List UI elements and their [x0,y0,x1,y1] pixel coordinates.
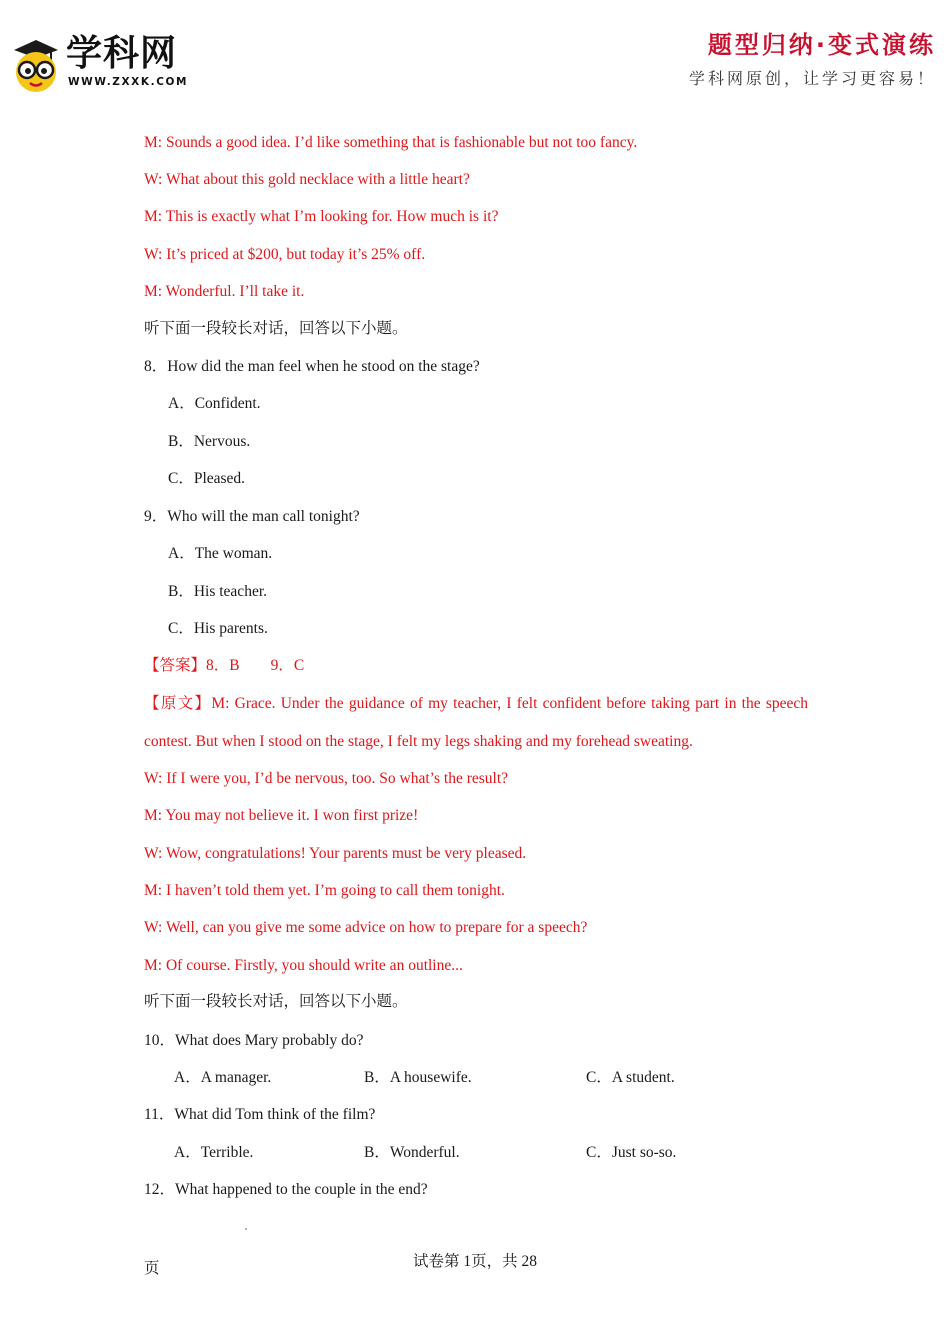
q9-option-b[interactable]: B．His teacher. [168,583,268,600]
section-intro: 听下面一段较长对话，回答以下小题。 [144,320,408,337]
dialogue-line: M: Sounds a good idea. I’d like something that is fashionable but not too fancy. [144,134,638,151]
slogan-subtitle: 学科网原创，让学习更容易！ [688,69,936,88]
section-intro: 听下面一段较长对话，回答以下小题。 [144,993,408,1010]
transcript-line: M: Of course. Firstly, you should write an outline... [144,957,463,974]
q10-option-c[interactable]: C．A student. [586,1069,675,1086]
transcript-first [144,685,808,760]
logo-url: WWW.ZXXK.COM [68,76,189,88]
transcript-line: W: Wow, congratulations! Your parents must be very pleased. [144,845,527,862]
q8-option-b[interactable]: B．Nervous. [168,433,251,450]
slogan-title: 题型归纳·变式演练 [707,31,936,59]
answer-line [144,656,304,676]
q11-option-b[interactable]: B．Wonderful. [364,1144,460,1161]
question-12: 12．What happened to the couple in the end? [144,1181,428,1198]
transcript-line: W: Well, can you give me some advice on how to prepare for a speech? [144,919,588,936]
slogan [646,30,936,89]
q10-option-b[interactable]: B．A housewife. [364,1069,472,1086]
q11-option-c[interactable]: C．Just so-so. [586,1144,677,1161]
q11-option-a[interactable]: A．Terrible. [174,1144,254,1161]
answer-value: 8．B 9．C [206,657,305,674]
question-8: 8．How did the man feel when he stood on the stage? [144,358,480,375]
transcript-first-text: M: Grace. Under the guidance of my teacher, I felt confident before taking part in the speech contest. But when I stood on the stage, I felt my legs shaking and my forehead sweating. [144,695,808,750]
transcript-line: W: If I were you, I’d be nervous, too. So what’s the result? [144,770,509,787]
q9-option-a[interactable]: A．The woman. [168,545,273,562]
question-9: 9．Who will the man call tonight? [144,508,360,525]
page-footer-suffix: 页 [144,1260,160,1277]
dialogue-line: M: Wonderful. I’ll take it. [144,283,305,300]
q10-option-a[interactable]: A．A manager. [174,1069,272,1086]
dialogue-line: W: It’s priced at $200, but today it’s 25% off. [144,246,426,263]
q8-option-c[interactable]: C．Pleased. [168,470,246,487]
dialogue-line: M: This is exactly what I’m looking for. How much is it? [144,208,499,225]
question-10: 10．What does Mary probably do? [144,1032,364,1049]
owl-mascot-icon [10,36,62,92]
page-header [0,0,950,110]
transcript-line: M: You may not believe it. I won first prize! [144,807,419,824]
site-logo[interactable] [10,32,200,94]
decorative-dot [245,1228,247,1230]
logo-name: 学科网 [66,33,178,74]
q8-option-a[interactable]: A．Confident. [168,395,261,412]
q9-option-c[interactable]: C．His parents. [168,620,268,637]
transcript-label: 【原文】 [144,695,212,712]
transcript-line: M: I haven’t told them yet. I’m going to call them tonight. [144,882,505,899]
page-footer-number: 试卷第 1页，共 28 [412,1253,537,1270]
question-11: 11．What did Tom think of the film? [144,1106,376,1123]
dialogue-line: W: What about this gold necklace with a little heart? [144,171,470,188]
answer-label: 【答案】 [144,657,207,674]
